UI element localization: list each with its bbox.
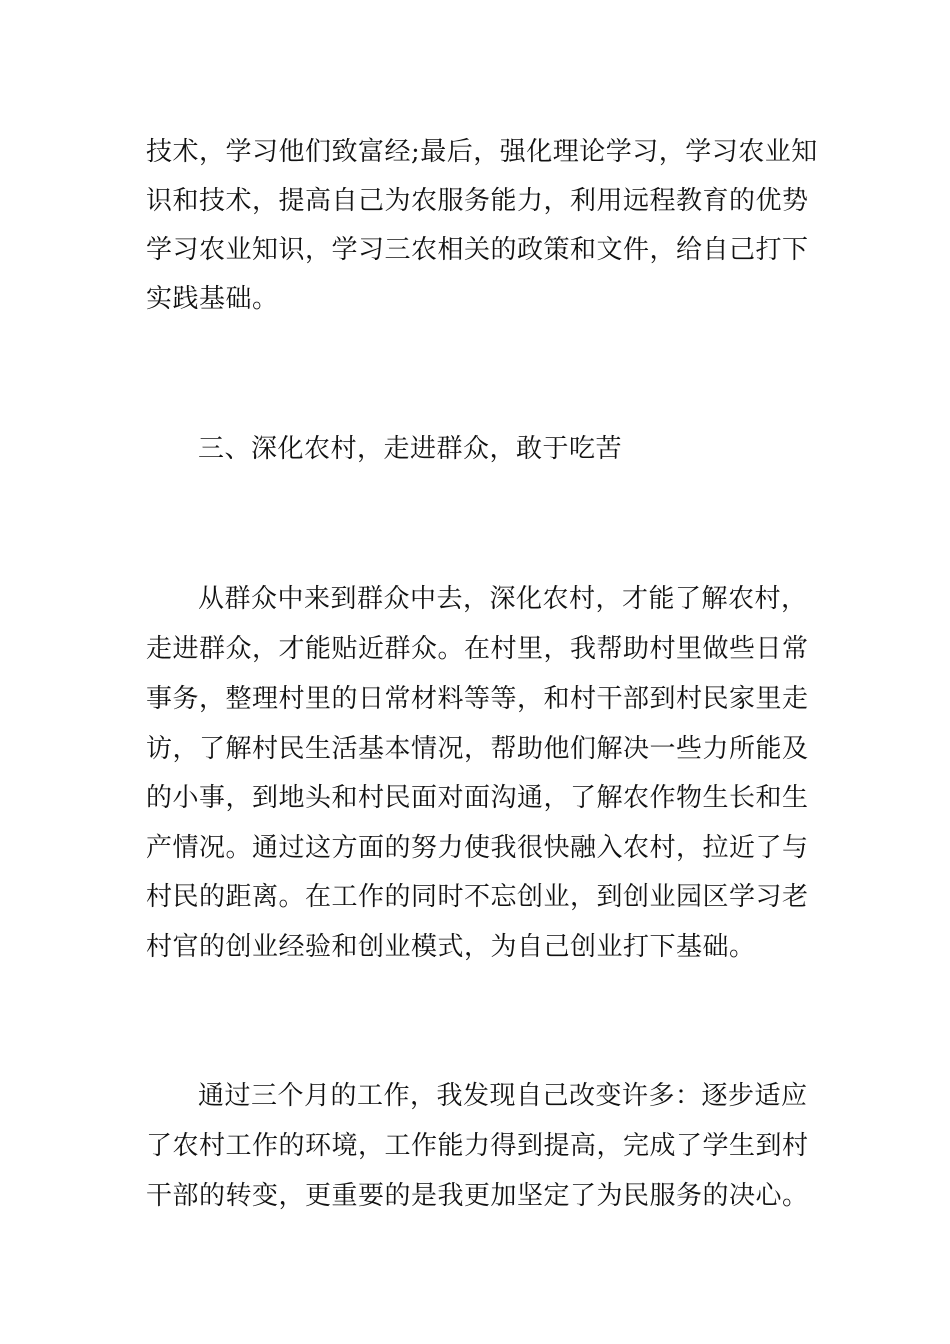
paragraph-line: 学习农业知识，学习三农相关的政策和文件，给自己打下	[146, 235, 809, 265]
paragraph-line: 产情况。通过这方面的努力使我很快融入农村，拉近了与	[146, 833, 809, 863]
paragraph-line: 的小事，到地头和村民面对面沟通，了解农作物生长和生	[146, 783, 809, 813]
paragraph-line: 实践基础。	[146, 284, 279, 314]
paragraph-line: 村民的距离。在工作的同时不忘创业，到创业园区学习老	[146, 882, 809, 912]
paragraph-line: 走进群众，才能贴近群众。在村里，我帮助村里做些日常	[146, 634, 809, 664]
paragraph-line: 村官的创业经验和创业模式，为自己创业打下基础。	[146, 932, 756, 962]
paragraph-line: 访，了解村民生活基本情况，帮助他们解决一些力所能及	[146, 734, 809, 764]
paragraph-line: 识和技术，提高自己为农服务能力，利用远程教育的优势	[146, 186, 809, 216]
paragraph-line: 通过三个月的工作，我发现自己改变许多：逐步适应	[198, 1081, 808, 1111]
paragraph-line: 事务，整理村里的日常材料等等，和村干部到村民家里走	[146, 684, 809, 714]
paragraph-line: 从群众中来到群众中去，深化农村，才能了解农村，	[198, 584, 808, 614]
paragraph-line: 技术，学习他们致富经;最后，强化理论学习，学习农业知	[146, 137, 818, 167]
paragraph-line: 干部的转变，更重要的是我更加坚定了为民服务的决心。	[146, 1181, 809, 1211]
section-heading-3: 三、深化农村，走进群众，敢于吃苦	[198, 434, 623, 464]
paragraph-line: 了农村工作的环境，工作能力得到提高，完成了学生到村	[146, 1131, 809, 1161]
